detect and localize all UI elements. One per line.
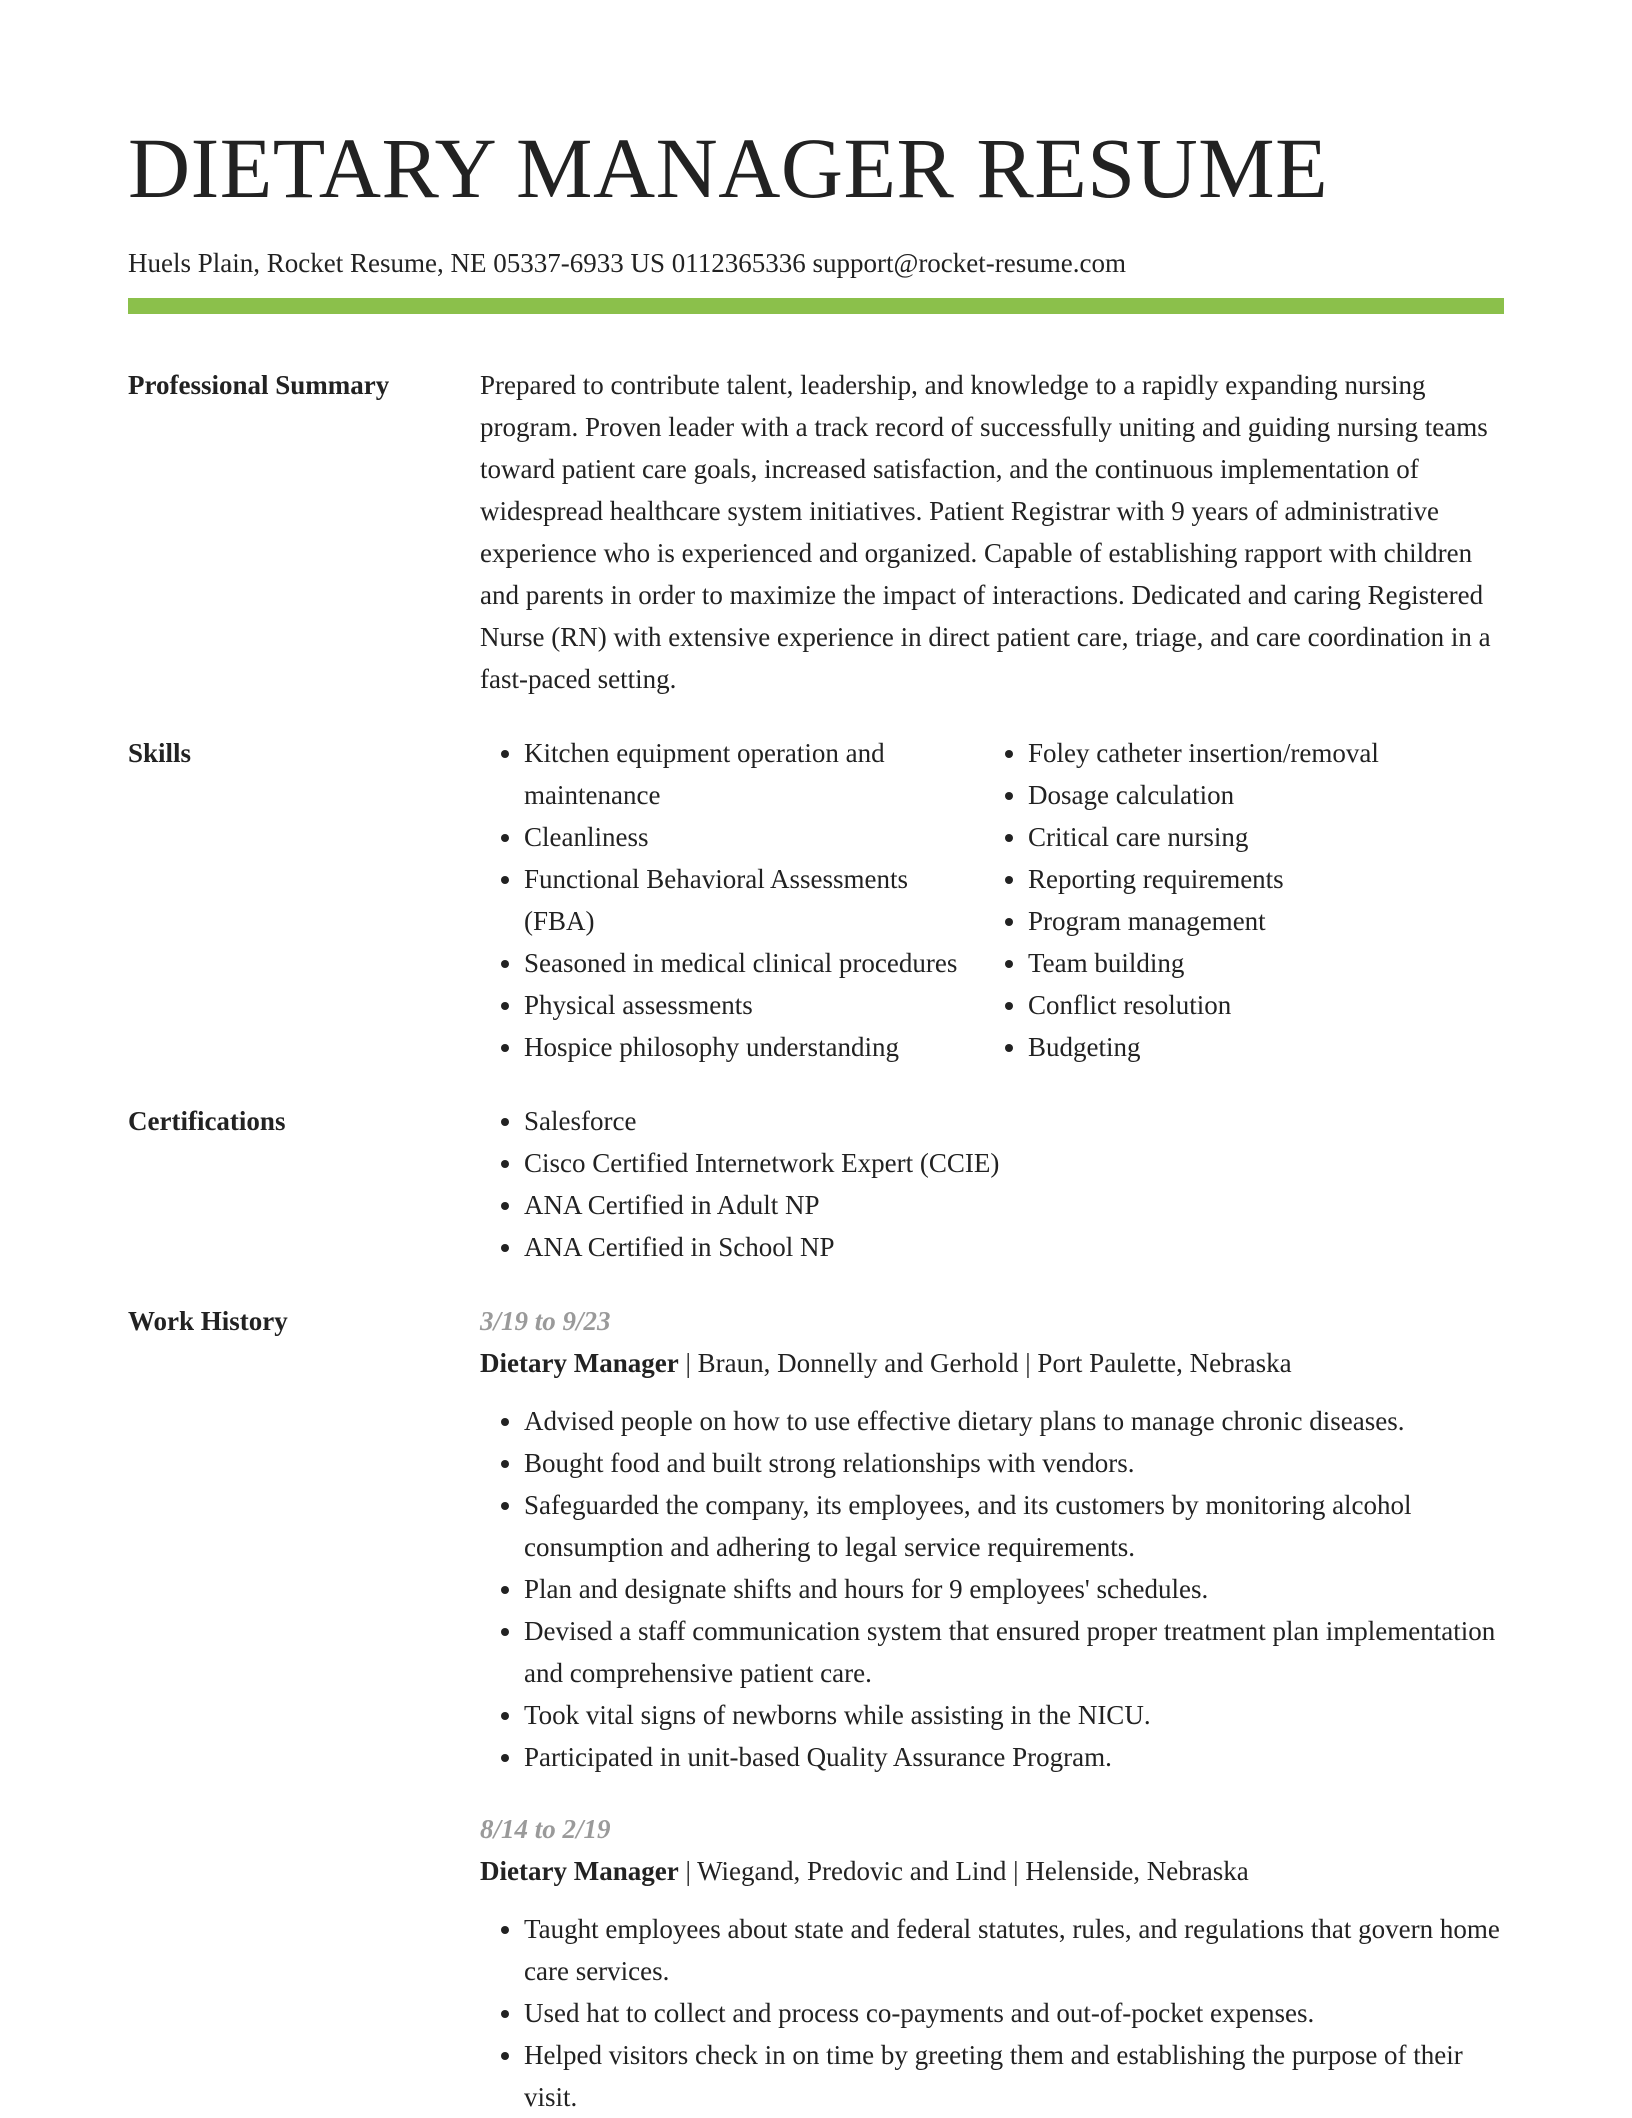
certification-item: • Cisco Certified Internetwork Expert (CCIE) — [524, 1142, 1504, 1184]
skills-left-list — [480, 732, 984, 1068]
header-divider — [128, 298, 1504, 314]
job-title-line — [480, 1850, 1504, 1892]
skill-item: • Budgeting — [1028, 1026, 1504, 1068]
job-bullet: • Plan and designate shifts and hours for 9 employees' schedules. — [524, 1568, 1504, 1610]
job-entry — [480, 1300, 1504, 1778]
job-dates: 8/14 to 2/19 — [480, 1814, 611, 1844]
summary-heading: Professional Summary — [128, 370, 390, 400]
certification-item: • Salesforce — [524, 1100, 1504, 1142]
job-bullet: • Devised a staff communication system that ensured proper treatment plan implementation and comprehensive patient care. — [524, 1610, 1504, 1694]
job-bullet: • Used hat to collect and process co-payments and out-of-pocket expenses. — [524, 1992, 1504, 2034]
skill-item: • Cleanliness — [524, 816, 984, 858]
job-bullet: • Took vital signs of newborns while assisting in the NICU. — [524, 1694, 1504, 1736]
job-entry — [480, 1808, 1504, 2118]
job-bullet: • Bought food and built strong relationships with vendors. — [524, 1442, 1504, 1484]
skill-item: • Functional Behavioral Assessments (FBA) — [524, 858, 984, 942]
skill-item: • Critical care nursing — [1028, 816, 1504, 858]
skill-item: • Kitchen equipment operation and maintenance — [524, 732, 984, 816]
certifications-section — [128, 1100, 1504, 1268]
resume-title: DIETARY MANAGER RESUME — [128, 120, 1329, 216]
skills-right-list — [984, 732, 1504, 1068]
skill-item: • Conflict resolution — [1028, 984, 1504, 1026]
job-bullet: • Taught employees about state and federal statutes, rules, and regulations that govern home care services. — [524, 1908, 1504, 1992]
skill-item: • Dosage calculation — [1028, 774, 1504, 816]
job-bullet: • Safeguarded the company, its employees, and its customers by monitoring alcohol consumption and adhering to legal service requirements. — [524, 1484, 1504, 1568]
job-bullet: • Participated in unit-based Quality Assurance Program. — [524, 1736, 1504, 1778]
job-title: Dietary Manager — [480, 1856, 679, 1886]
summary-text: Prepared to contribute talent, leadership, and knowledge to a rapidly expanding nursing program. Proven leader with a track record of successfully uniting and guiding nursing teams toward patient care goals, increased satisfaction, and the continuous implementation of widespread healthcare system initiatives. Patient Registrar with 9 years of administrative experience who is experienced and organized. Capable of establishing rapport with children and parents in order to maximize the impact of interactions. Dedicated and caring Registered Nurse (RN) with extensive experience in direct patient care, triage, and care coordination in a fast-paced setting. — [480, 370, 1491, 694]
job-bullet: • Advised people on how to use effective dietary plans to manage chronic diseases. — [524, 1400, 1504, 1442]
contact-line: Huels Plain, Rocket Resume, NE 05337-6933 US 0112365336 support@rocket-resume.com — [128, 248, 1126, 278]
job-bullet-list — [480, 1908, 1504, 2118]
skill-item: • Physical assessments — [524, 984, 984, 1026]
skills-section — [128, 732, 1504, 1068]
certification-item: • ANA Certified in Adult NP — [524, 1184, 1504, 1226]
skill-item: • Program management — [1028, 900, 1504, 942]
resume-page — [128, 0, 1504, 2118]
skill-item: • Team building — [1028, 942, 1504, 984]
certifications-body — [480, 1100, 1504, 1268]
certifications-list — [480, 1100, 1504, 1268]
work-history-heading: Work History — [128, 1306, 288, 1336]
summary-section — [128, 364, 1504, 700]
skill-item: • Foley catheter insertion/removal — [1028, 732, 1504, 774]
job-title-line — [480, 1342, 1504, 1384]
skill-item: • Seasoned in medical clinical procedures — [524, 942, 984, 984]
certification-item: • ANA Certified in School NP — [524, 1226, 1504, 1268]
job-title: Dietary Manager — [480, 1348, 679, 1378]
skill-item: • Reporting requirements — [1028, 858, 1504, 900]
certifications-heading: Certifications — [128, 1106, 286, 1136]
job-dates: 3/19 to 9/23 — [480, 1306, 611, 1336]
skills-columns — [480, 732, 1504, 1068]
skills-heading: Skills — [128, 738, 192, 768]
work-history-body — [480, 1300, 1504, 2118]
job-bullet-list — [480, 1400, 1504, 1778]
summary-body — [480, 364, 1504, 700]
job-bullet: • Helped visitors check in on time by greeting them and establishing the purpose of their visit. — [524, 2034, 1504, 2118]
skill-item: • Hospice philosophy understanding — [524, 1026, 984, 1068]
job-employer-location: | Wiegand, Predovic and Lind | Helenside, Nebraska — [678, 1856, 1249, 1886]
work-history-section — [128, 1300, 1504, 2118]
job-employer-location: | Braun, Donnelly and Gerhold | Port Paulette, Nebraska — [678, 1348, 1292, 1378]
